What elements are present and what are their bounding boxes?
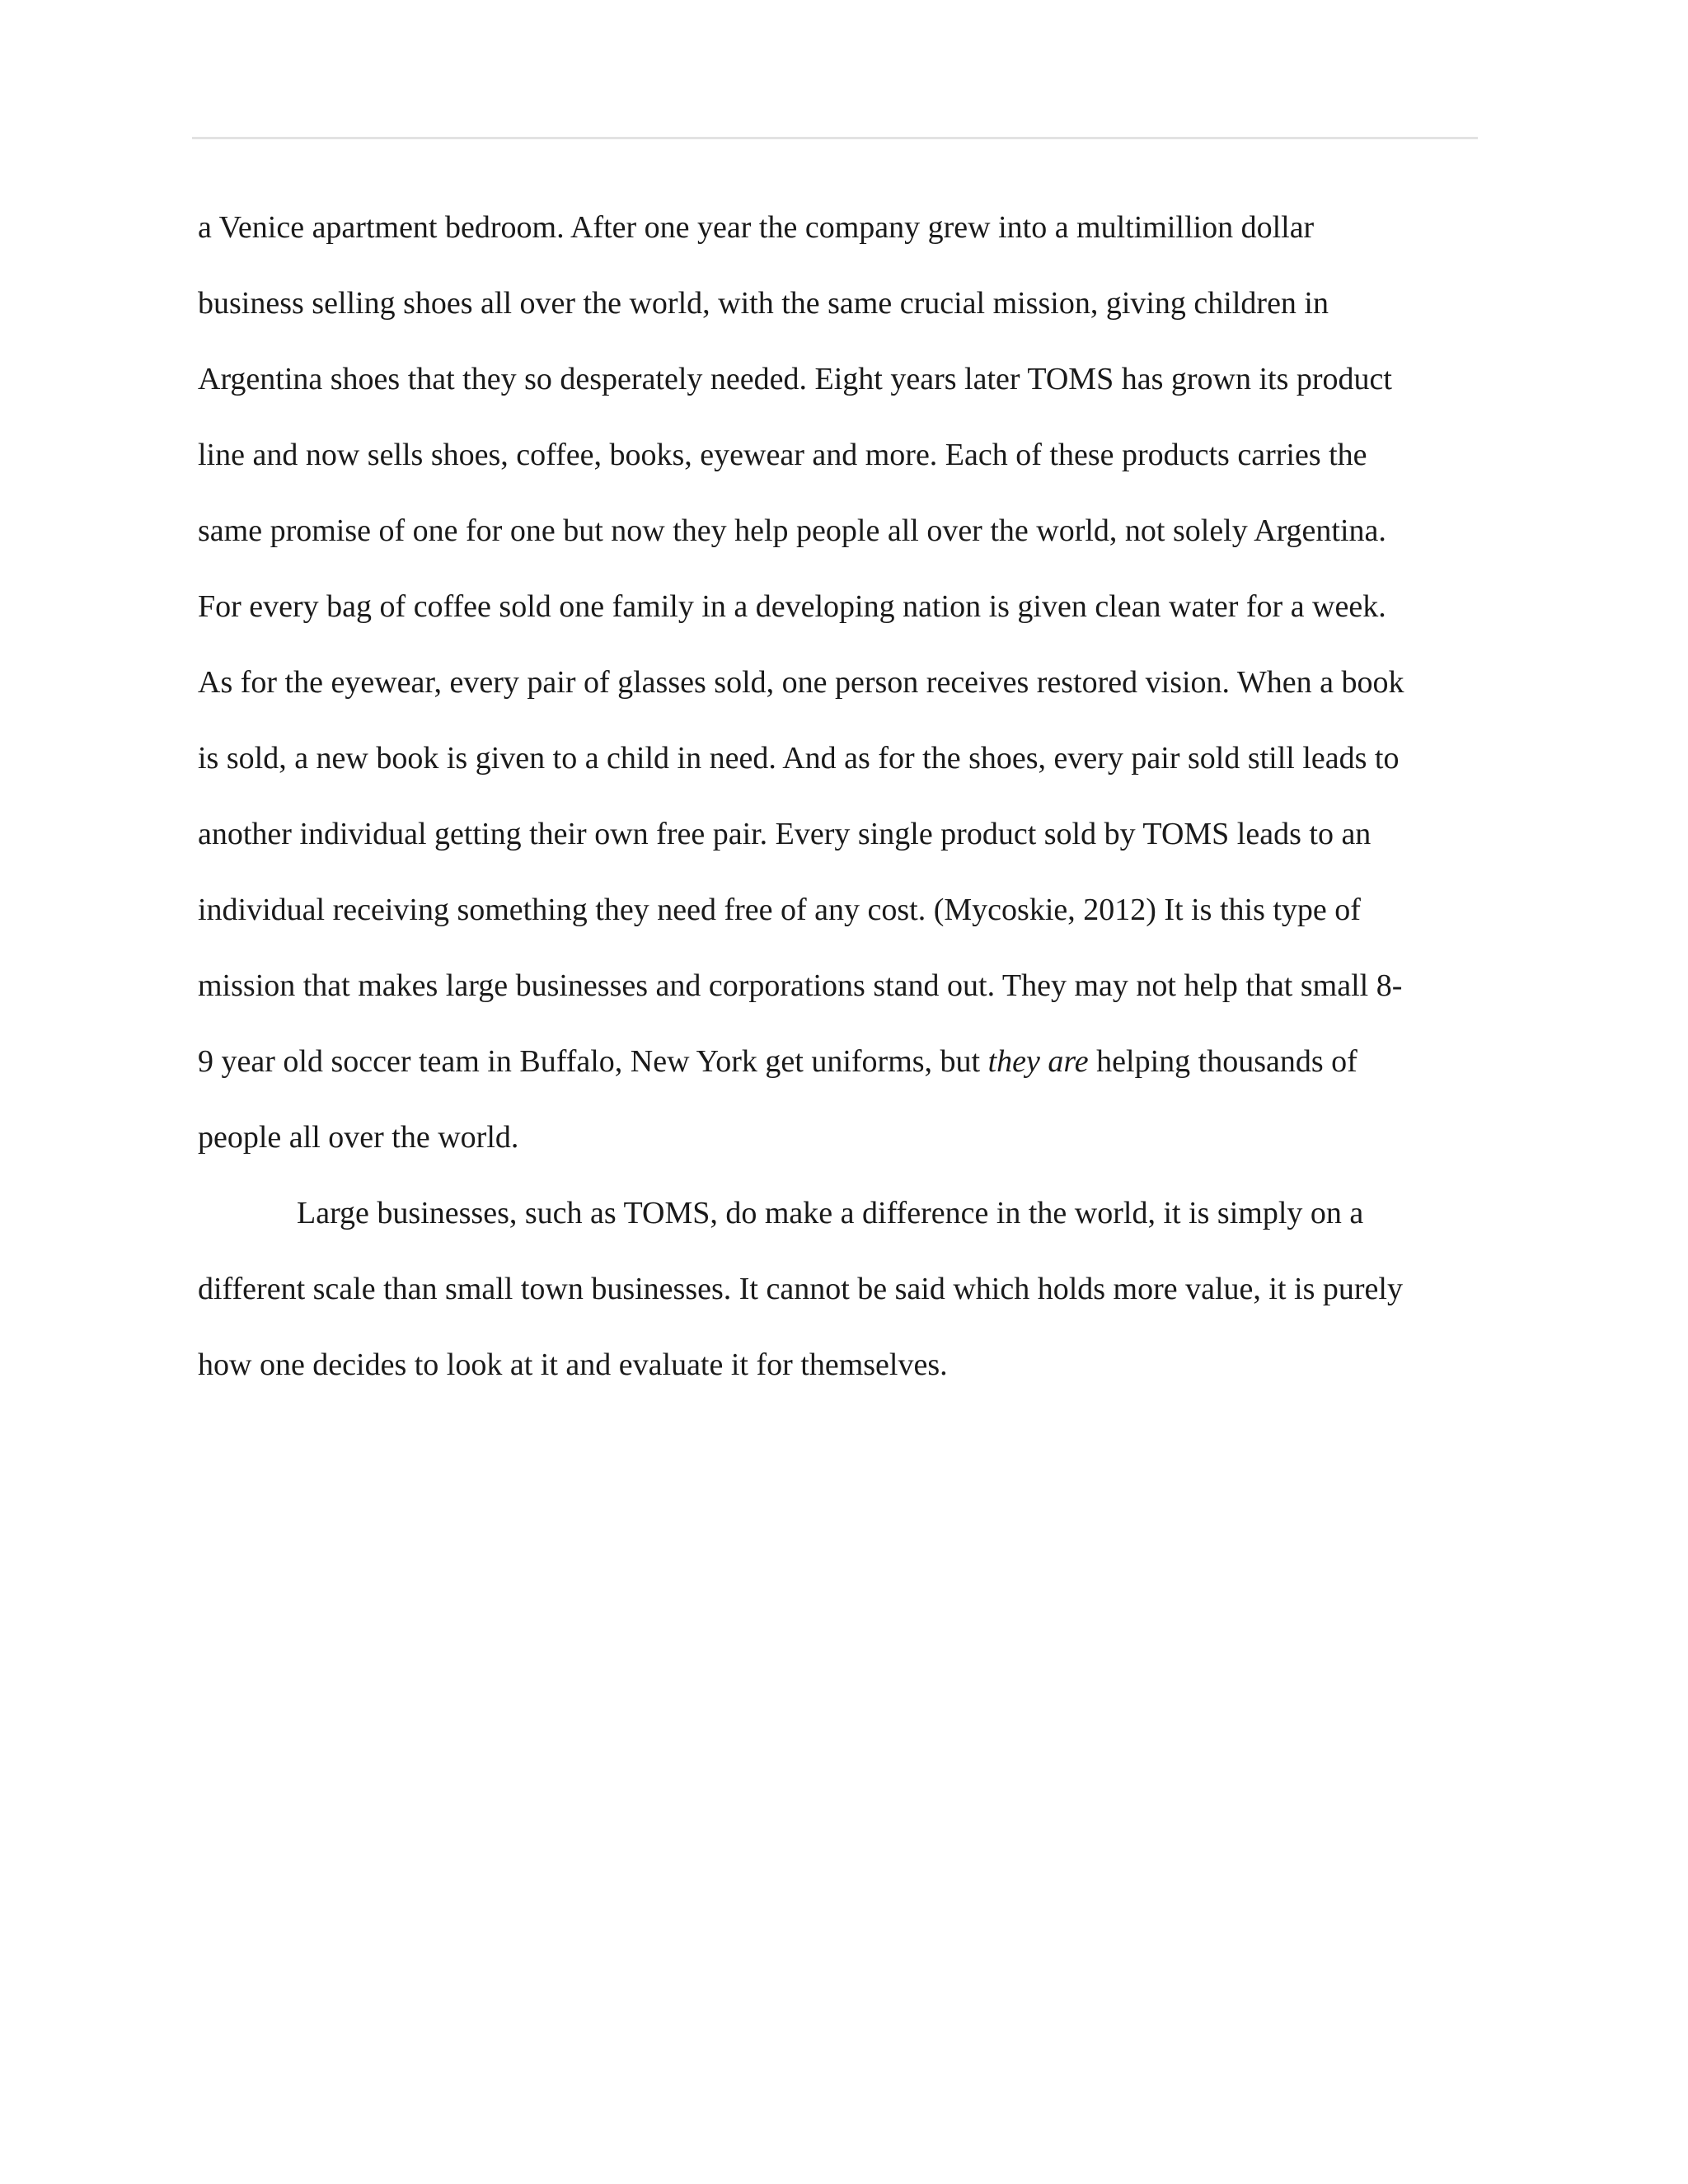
- body-line: individual receiving something they need free of any cost. (Mycoskie, 2012) It is this type of: [198, 893, 1361, 927]
- body-line: another individual getting their own free pair. Every single product sold by TOMS leads to an: [198, 817, 1372, 851]
- body-line: same promise of one for one but now they help people all over the world, not solely Argentina.: [198, 513, 1386, 548]
- header-divider: [192, 137, 1478, 139]
- body-text: helping thousands of: [1088, 1044, 1357, 1079]
- body-line: mission that makes large businesses and corporations stand out. They may not help that small 8-: [198, 968, 1403, 1003]
- body-line: For every bag of coffee sold one family in a developing nation is given clean water for a week.: [198, 589, 1386, 624]
- body-line: business selling shoes all over the world, with the same crucial mission, giving children in: [198, 286, 1329, 321]
- body-line: As for the eyewear, every pair of glasses sold, one person receives restored vision. When a book: [198, 665, 1404, 700]
- emphasized-text: they are: [987, 1044, 1089, 1079]
- body-line-with-emphasis: [198, 1024, 1484, 1099]
- body-line: line and now sells shoes, coffee, books, eyewear and more. Each of these products carries the: [198, 438, 1367, 472]
- body-line: how one decides to look at it and evaluate it for themselves.: [198, 1347, 948, 1382]
- body-line: Argentina shoes that they so desperately needed. Eight years later TOMS has grown its product: [198, 362, 1392, 396]
- body-line: different scale than small town businesses. It cannot be said which holds more value, it is purely: [198, 1272, 1403, 1306]
- body-text: 9 year old soccer team in Buffalo, New York get uniforms, but: [198, 1044, 988, 1079]
- body-line: people all over the world.: [198, 1120, 519, 1155]
- body-line-paragraph-start: Large businesses, such as TOMS, do make a difference in the world, it is simply on a: [297, 1196, 1364, 1230]
- body-line: is sold, a new book is given to a child in need. And as for the shoes, every pair sold still leads to: [198, 741, 1400, 776]
- document-body: [198, 190, 1484, 1403]
- body-line: a Venice apartment bedroom. After one year the company grew into a multimillion dollar: [198, 210, 1315, 245]
